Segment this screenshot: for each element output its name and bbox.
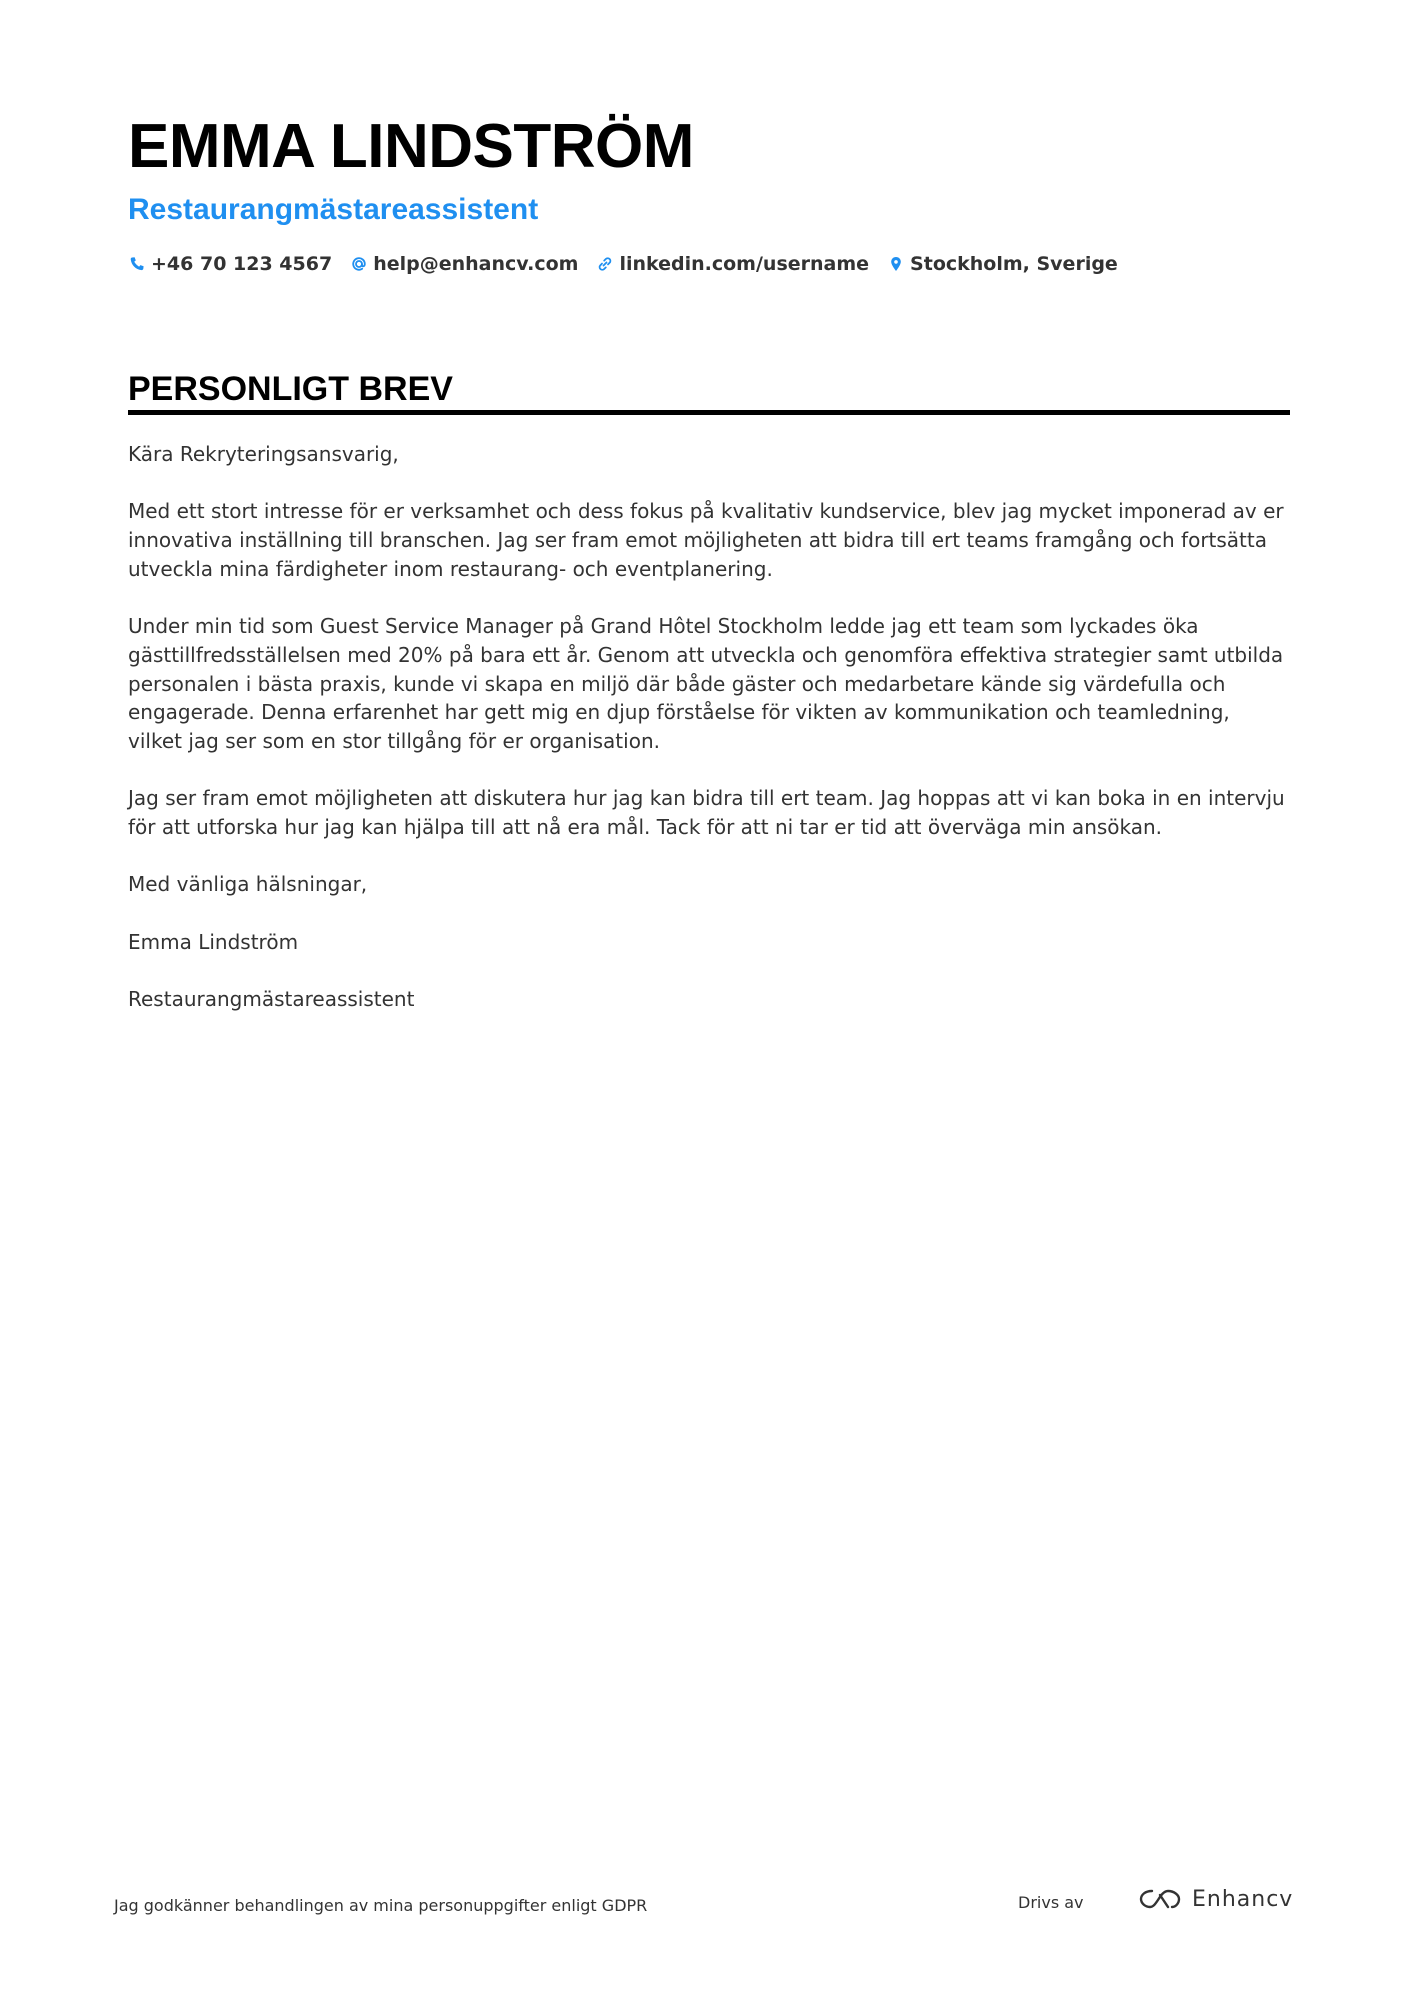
phone-icon: [128, 255, 146, 273]
letter-salutation: Kära Rekryteringsansvarig,: [128, 442, 399, 466]
location-pin-icon: [887, 255, 905, 273]
applicant-name: EMMA LINDSTRÖM: [128, 112, 694, 181]
contact-info: [128, 253, 1136, 275]
enhancv-logo[interactable]: [1138, 1886, 1293, 1912]
link-icon: [596, 255, 614, 273]
enhancv-logo-icon: [1138, 1886, 1184, 1912]
at-icon: [350, 255, 368, 273]
contact-phone-text: +46 70 123 4567: [151, 253, 333, 275]
letter-closing: Med vänliga hälsningar,: [128, 872, 368, 897]
section-title: PERSONLIGT BREV: [128, 370, 453, 408]
contact-linkedin-text: linkedin.com/username: [619, 253, 870, 275]
contact-location-text: Stockholm, Sverige: [910, 253, 1118, 275]
letter-signature-title: Restaurangmästareassistent: [128, 987, 415, 1012]
letter-paragraph: Jag ser fram emot möjligheten att diskutera hur jag kan bidra till ert team. Jag hoppas att vi kan boka in en intervju för att utforska hur jag kan hjälpa till att nå era mål. Tack för att ni tar er tid att överväga min ansökan.: [128, 786, 1285, 840]
contact-email-text: help@enhancv.com: [373, 253, 579, 275]
letter-signature-name: Emma Lindström: [128, 929, 299, 954]
letter-paragraph: Under min tid som Guest Service Manager på Grand Hôtel Stockholm ledde jag ett team som lyckades öka gästtillfredsställelsen med 20% på bara ett år. Genom att utveckla och genomföra effektiva strategier samt utbilda personalen i bästa praxis, kunde vi skapa en miljö där både gäster och medarbetare kände sig värdefulla och engagerade. Denna erfarenhet har gett mig en djup förståelse för vikten av kommunikation och teamledning, vilket jag ser som en stor tillgång för er organisation.: [128, 614, 1284, 753]
gdpr-consent: Jag godkänner behandlingen av mina personuppgifter enligt GDPR: [114, 1896, 648, 1915]
letter-body: [128, 440, 1290, 1043]
contact-phone[interactable]: [128, 253, 332, 275]
powered-by-label: Drivs av: [1018, 1893, 1084, 1912]
letter-paragraph: Med ett stort intresse för er verksamhet och dess fokus på kvalitativ kundservice, blev jag mycket imponerad av er innovativa inställning till branschen. Jag ser fram emot möjligheten att bidra till ert teams framgång och fortsätta utveckla mina färdigheter inom restaurang- och eventplanering.: [128, 499, 1284, 581]
section-divider: [128, 410, 1290, 415]
contact-location: [887, 253, 1118, 275]
contact-linkedin[interactable]: [596, 253, 869, 275]
enhancv-logo-text: Enhancv: [1192, 1886, 1294, 1912]
contact-email[interactable]: [350, 253, 578, 275]
job-title: Restaurangmästareassistent: [128, 193, 539, 226]
